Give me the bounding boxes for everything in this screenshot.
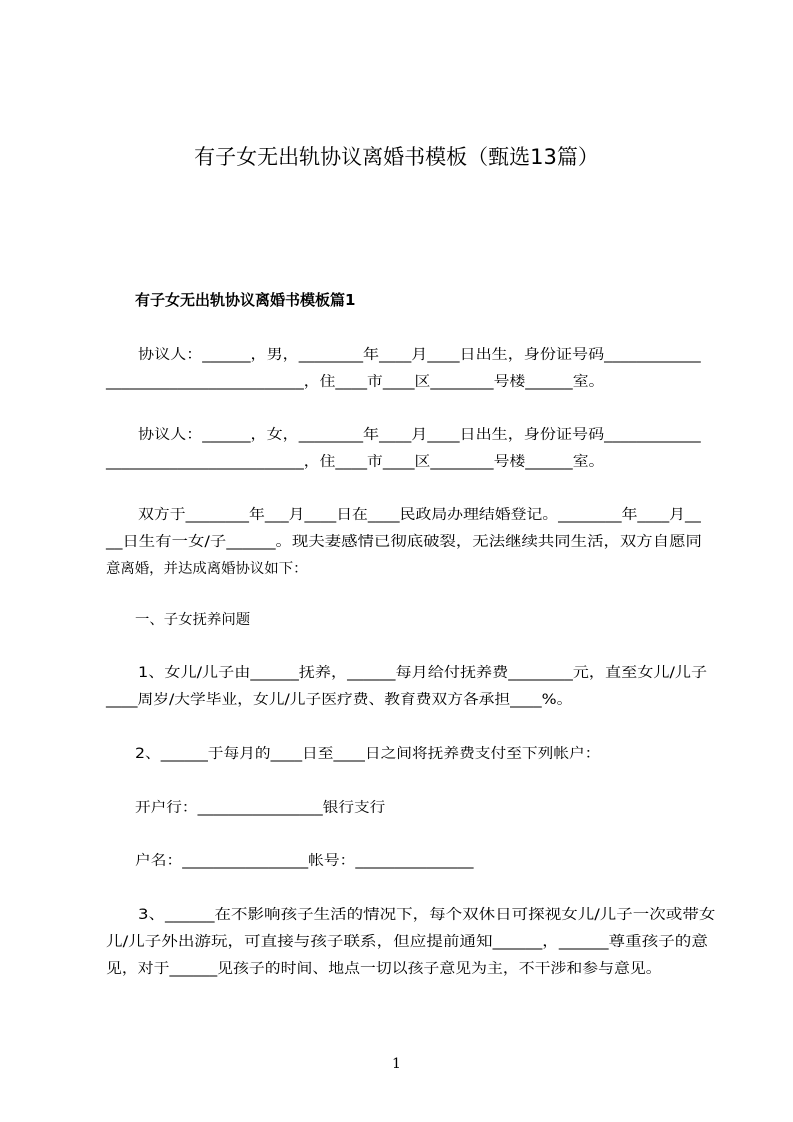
paragraph-line: 双方于________年___月____日在____民政局办理结婚登记。________年____月__ xyxy=(138,507,701,523)
paragraph-line: 儿/儿子外出游玩，可直接与孩子联系，但应提前通知______，______尊重孩子的意 xyxy=(106,934,708,950)
paragraph-line: 开户行：________________银行支行 xyxy=(135,800,386,816)
paragraph-line: 协议人：______，男，________年____月____日出生，身份证号码____________ xyxy=(138,347,701,363)
paragraph-line: __日生有一女/子______。现夫妻感情已彻底破裂，无法继续共同生活，双方自愿同 xyxy=(106,534,702,550)
paragraph-line: 意离婚，并达成离婚协议如下： xyxy=(106,561,308,577)
paragraph-line: _________________________，住____市____区________号楼______室。 xyxy=(106,454,605,470)
paragraph-line: 1、女儿/儿子由______抚养，______每月给付抚养费________元，直至女儿/儿子 xyxy=(138,665,708,681)
paragraph-line: 户名：________________帐号：_______________ xyxy=(135,853,474,869)
page-number: 1 xyxy=(392,1056,401,1072)
paragraph-line: 3、______在不影响孩子生活的情况下，每个双休日可探视女儿/儿子一次或带女 xyxy=(138,907,716,923)
document-title: 有子女无出轨协议离婚书模板（甄选13篇） xyxy=(194,145,599,169)
paragraph-line: 2、______于每月的____日至____日之间将抚养费支付至下列帐户： xyxy=(135,746,601,762)
subsection-heading: 一、子女抚养问题 xyxy=(135,612,251,628)
paragraph-line: _________________________，住____市____区________号楼______室。 xyxy=(106,374,605,390)
paragraph-line: ____周岁/大学毕业，女儿/儿子医疗费、教育费双方各承担____%。 xyxy=(106,692,573,708)
paragraph-line: 见，对于______见孩子的时间、地点一切以孩子意见为主，不干涉和参与意见。 xyxy=(106,961,662,977)
section-heading: 有子女无出轨协议离婚书模板篇1 xyxy=(135,291,356,309)
paragraph-line: 协议人：______，女，________年____月____日出生，身份证号码____________ xyxy=(138,427,701,443)
